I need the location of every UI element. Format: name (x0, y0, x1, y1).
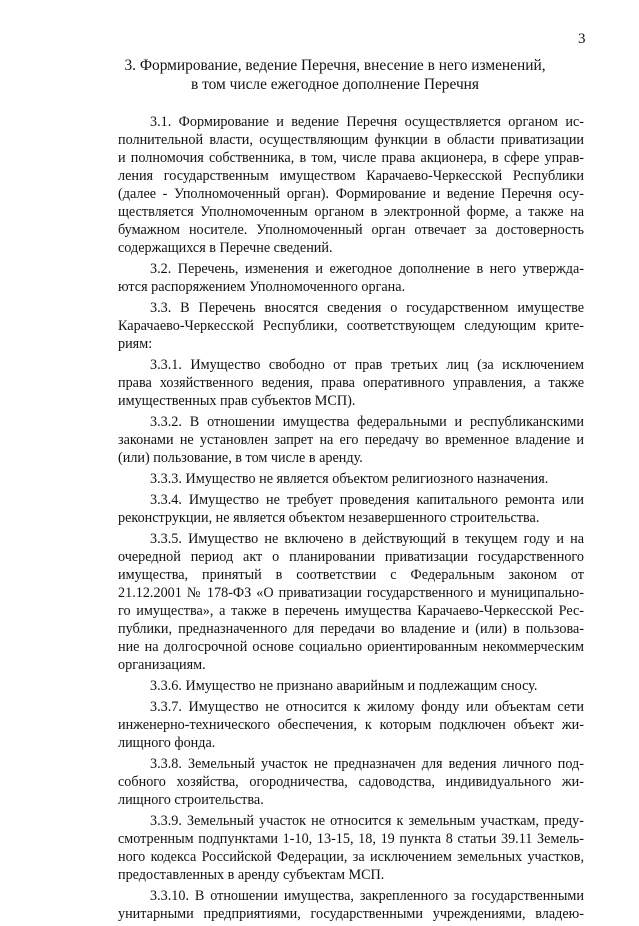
text-line: имущественных прав субъектов МСП). (118, 393, 356, 409)
text-line: ного кодекса Российской Федерации, за исключением земельных участков, (118, 849, 584, 865)
text-line: 3.3.6. Имущество не признано аварийным и подлежащим сносу. (150, 678, 538, 694)
text-line: ления государственным имуществом Карачаево-Черкесской Республики (118, 168, 584, 184)
text-line: 3.3.4. Имущество не требует проведения капитального ремонта или (150, 492, 584, 508)
text-line: собного хозяйства, огородничества, садоводства, индивидуального жи- (118, 774, 584, 790)
paragraph (118, 470, 584, 488)
paragraph (118, 260, 584, 296)
section-heading (70, 56, 600, 94)
text-line: унитарными предприятиями, государственными учреждениями, владею- (118, 906, 584, 922)
paragraph (118, 113, 584, 257)
text-line: 3.3.7. Имущество не относится к жилому фонду или объектам сети (150, 699, 584, 715)
text-line: 3.3. В Перечень вносятся сведения о государственном имуществе (150, 300, 584, 316)
text-line: 3.1. Формирование и ведение Перечня осуществляется органом ис- (150, 114, 584, 130)
paragraph (118, 491, 584, 527)
text-line: 3.3.3. Имущество не является объектом религиозного назначения. (150, 471, 549, 487)
text-line: 3.3.8. Земельный участок не предназначен для ведения личного под- (150, 756, 584, 772)
text-line: 3.3.10. В отношении имущества, закрепленного за государственными (150, 888, 584, 904)
heading-line: 3. Формирование, ведение Перечня, внесение в него изменений, (124, 57, 546, 74)
text-line: очередной период акт о планировании приватизации государственного (118, 549, 584, 565)
paragraph (118, 755, 584, 809)
text-line: ются распоряжением Уполномоченного органа. (118, 279, 406, 295)
text-line: 3.2. Перечень, изменения и ежегодное дополнение в него утвержда- (150, 261, 584, 277)
text-line: законами не установлен запрет на его передачу во временное владение и (118, 432, 584, 448)
text-line: 3.3.2. В отношении имущества федеральными и республиканскими (150, 414, 584, 430)
paragraph (118, 299, 584, 353)
heading-line: в том числе ежегодное дополнение Перечня (191, 76, 479, 93)
text-line: и полномочия собственника, в том, числе права акционера, в сфере управ- (118, 150, 584, 166)
text-line: го имущества», а также в перечень имущества Карачаево-Черкесской Рес- (118, 603, 584, 619)
paragraph (118, 677, 584, 695)
text-line: смотренным подпунктами 1-10, 13-15, 18, 19 пункта 8 статьи 39.11 Земель- (118, 831, 584, 847)
text-line: имущества, принятый в соответствии с Федеральным законом от (118, 567, 584, 583)
text-line: бумажном носителе. Уполномоченный орган отвечает за достоверность (118, 222, 584, 238)
text-line: 21.12.2001 № 178-ФЗ «О приватизации государственного и муниципально- (118, 585, 584, 601)
text-line: (или) пользование, в том числе в аренду. (118, 450, 363, 466)
text-line: полнительной власти, осуществляющим функции в области приватизации (118, 132, 584, 148)
text-line: Карачаево-Черкесской Республики, соответствующем следующим крите- (118, 318, 584, 334)
document-body (118, 113, 584, 926)
text-line: 3.3.1. Имущество свободно от прав третьих лиц (за исключением (150, 357, 584, 373)
paragraph (118, 887, 584, 923)
paragraph (118, 530, 584, 674)
text-line: 3.3.9. Земельный участок не относится к земельным участкам, преду- (150, 813, 584, 829)
paragraph (118, 413, 584, 467)
text-line: предоставленных в аренду субъектам МСП. (118, 867, 385, 883)
paragraph (118, 812, 584, 884)
text-line: ние на долгосрочной основе социально ориентированным некоммерческим (118, 639, 584, 655)
text-line: публики, предназначенного для передачи во владение и (или) в пользова- (118, 621, 584, 637)
text-line: инженерно-технического обеспечения, к которым подключен объект жи- (118, 717, 584, 733)
text-line: 3.3.5. Имущество не включено в действующий в текущем году и на (150, 531, 584, 547)
text-line: риям: (118, 336, 153, 352)
page-number: 3 (578, 31, 586, 47)
text-line: лищного строительства. (118, 792, 264, 808)
text-line: реконструкции, не является объектом незавершенного строительства. (118, 510, 540, 526)
text-line: права хозяйственного ведения, права оперативного управления, а также (118, 375, 584, 391)
text-line: (далее - Уполномоченный орган). Формирование и ведение Перечня осу- (118, 186, 584, 202)
text-line: содержащихся в Перечне сведений. (118, 240, 333, 256)
text-line: ществляется Уполномоченным органом в электронной форме, а также на (118, 204, 584, 220)
text-line: лищного фонда. (118, 735, 216, 751)
paragraph (118, 698, 584, 752)
text-line: организациям. (118, 657, 206, 673)
paragraph (118, 356, 584, 410)
